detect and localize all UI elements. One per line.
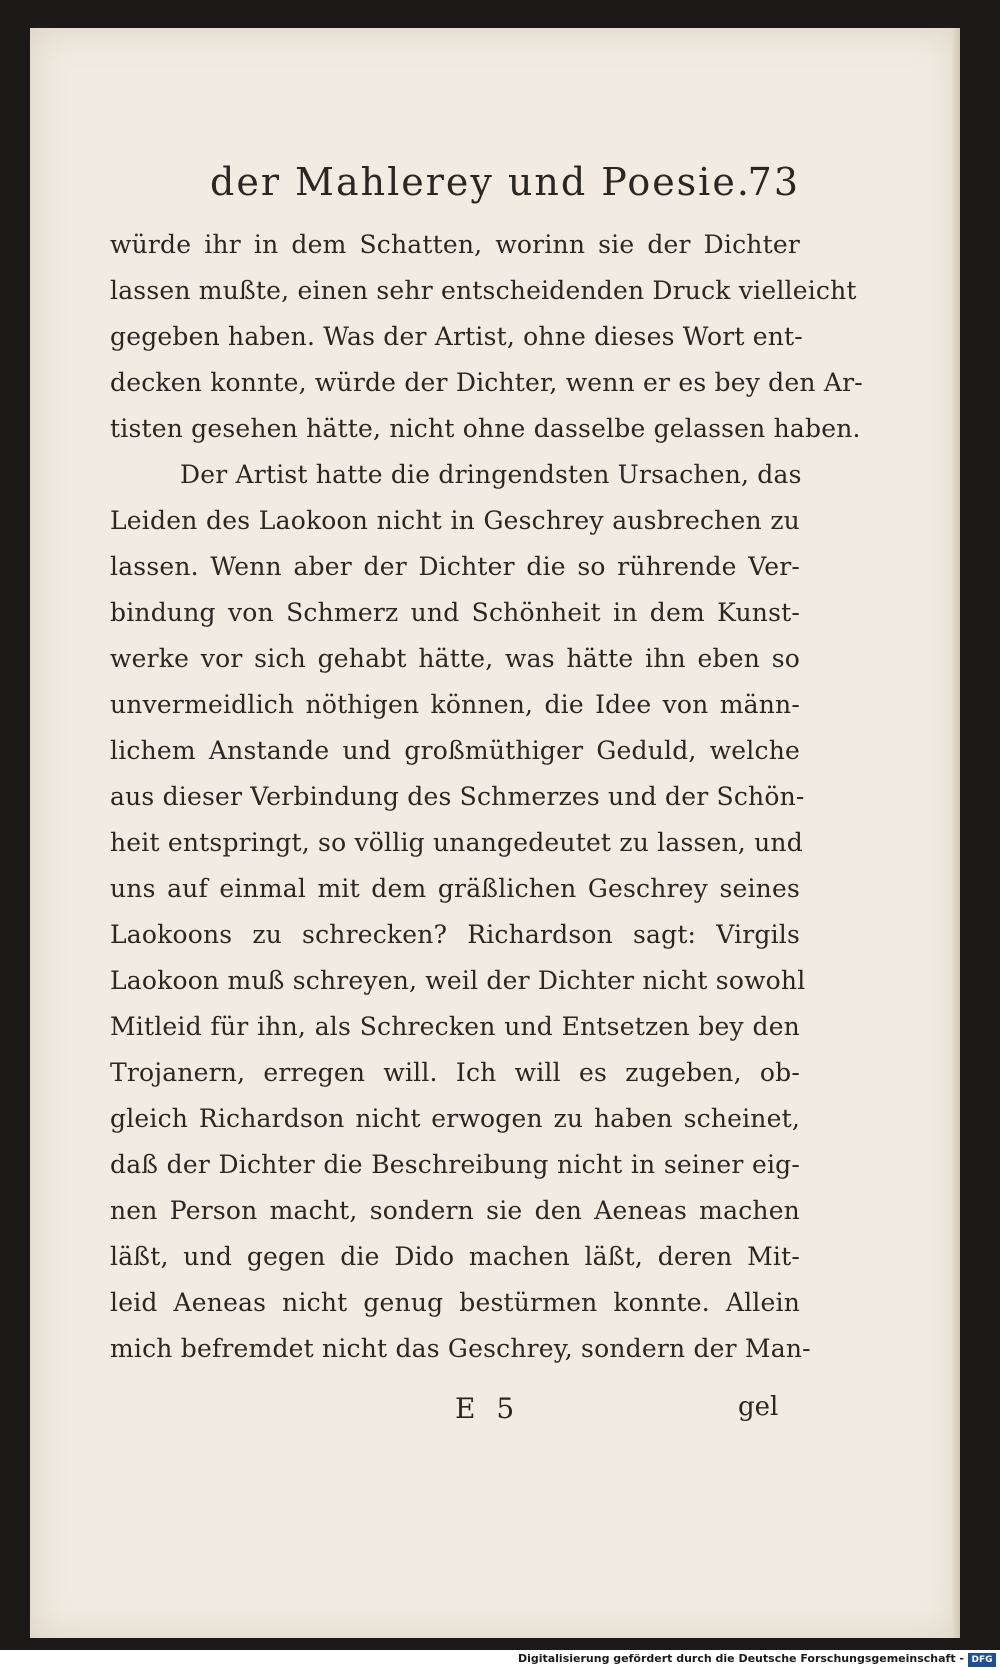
text-line: nen Person macht, sondern sie den Aeneas machen [110, 1196, 800, 1225]
running-title: der Mahlerey und Poesie. [210, 160, 751, 204]
text-line: gleich Richardson nicht erwogen zu haben scheinet, [110, 1104, 800, 1133]
text-line: Laokoons zu schrecken? Richardson sagt: Virgils [110, 920, 800, 949]
text-line: lassen. Wenn aber der Dichter die so rührende Ver- [110, 552, 800, 581]
page-number: 73 [747, 160, 800, 204]
text-line: mich befremdet nicht das Geschrey, sondern der Man- [110, 1334, 811, 1363]
text-line: decken konnte, würde der Dichter, wenn er es bey den Ar- [110, 368, 863, 397]
dfg-logo: DFG [968, 1653, 996, 1667]
text-line: lassen mußte, einen sehr entscheidenden Druck vielleicht [110, 276, 857, 305]
text-line: Trojanern, erregen will. Ich will es zugeben, ob- [110, 1058, 800, 1087]
text-line: aus dieser Verbindung des Schmerzes und der Schön- [110, 782, 805, 811]
text-line: heit entspringt, so völlig unangedeutet zu lassen, und [110, 828, 803, 857]
text-line: leid Aeneas nicht genug bestürmen konnte. Allein [110, 1288, 800, 1317]
funding-credit: Digitalisierung gefördert durch die Deutsche Forschungsgemeinschaft - [517, 1652, 964, 1665]
running-head [180, 160, 800, 220]
signature-mark: E 5 [455, 1392, 521, 1425]
text-line: unvermeidlich nöthigen können, die Idee von männ- [110, 690, 800, 719]
text-line: Leiden des Laokoon nicht in Geschrey ausbrechen zu [110, 506, 800, 535]
text-line-paragraph-start: Der Artist hatte die dringendsten Ursachen, das [180, 460, 802, 489]
text-line: gegeben haben. Was der Artist, ohne dieses Wort ent- [110, 322, 803, 351]
text-line: bindung von Schmerz und Schönheit in dem Kunst- [110, 598, 800, 627]
text-line: Mitleid für ihn, als Schrecken und Entsetzen bey den [110, 1012, 800, 1041]
text-line: würde ihr in dem Schatten, worinn sie der Dichter [110, 230, 800, 259]
text-line: daß der Dichter die Beschreibung nicht in seiner eig- [110, 1150, 800, 1179]
text-line: Laokoon muß schreyen, weil der Dichter nicht sowohl [110, 966, 806, 995]
page-edge [952, 28, 960, 1638]
text-line: uns auf einmal mit dem gräßlichen Geschrey seines [110, 874, 800, 903]
text-line: lichem Anstande und großmüthiger Geduld, welche [110, 736, 800, 765]
text-line: werke vor sich gehabt hätte, was hätte ihn eben so [110, 644, 800, 673]
body-text [110, 222, 863, 1372]
text-line: tisten gesehen hätte, nicht ohne dasselbe gelassen haben. [110, 414, 861, 443]
catchword: gel [738, 1392, 779, 1422]
text-line: läßt, und gegen die Dido machen läßt, deren Mit- [110, 1242, 800, 1271]
